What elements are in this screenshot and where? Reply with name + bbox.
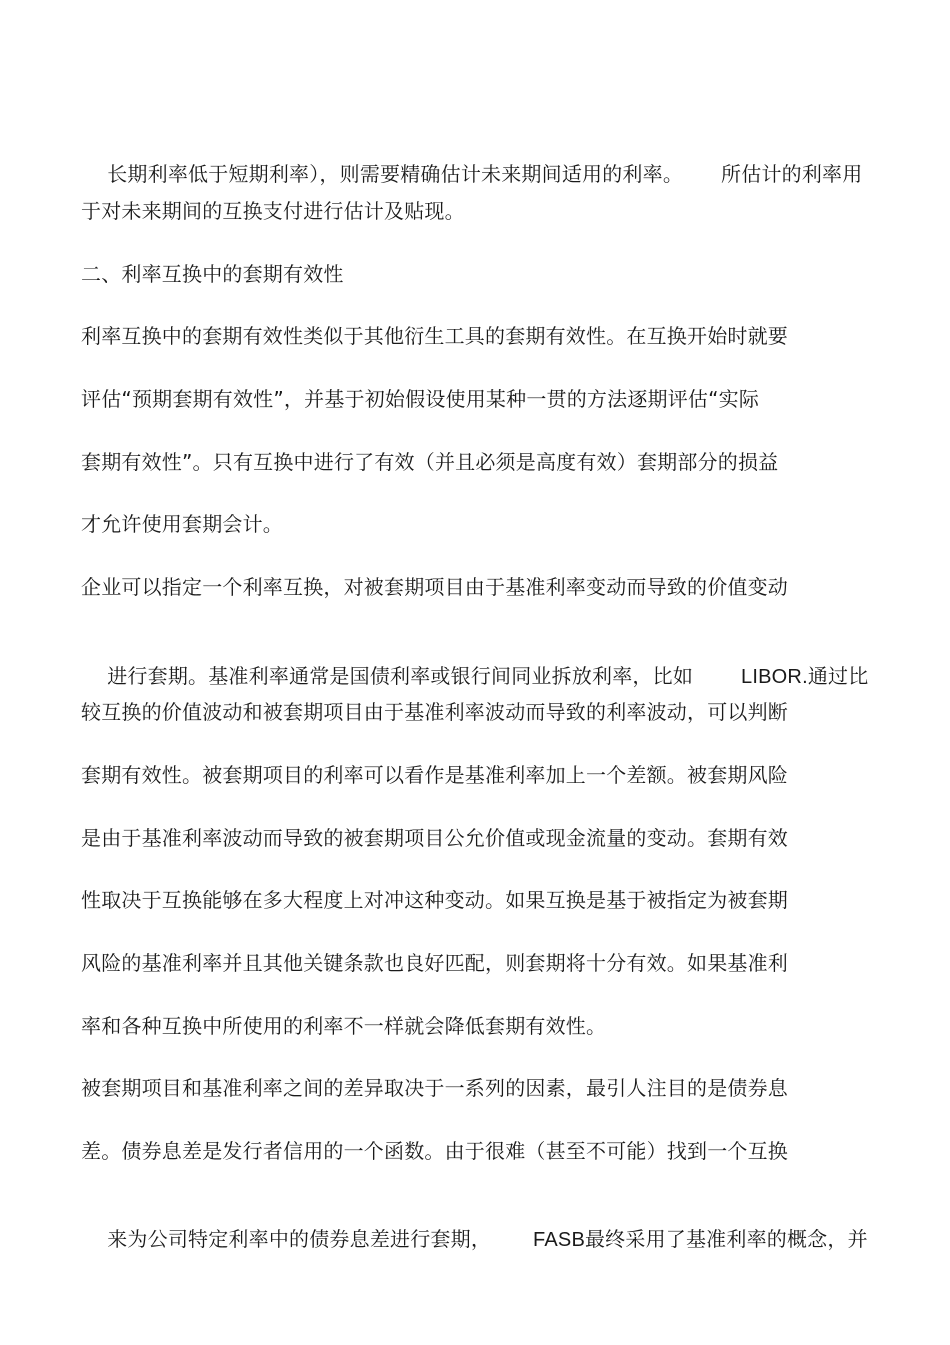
text-line-7: 才允许使用套期会计。 — [81, 512, 283, 536]
text-line-5: 评估“预期套期有效性”，并基于初始假设使用某种一贯的方法逐期评估“实际 — [81, 387, 760, 411]
text-line-2: 于对未来期间的互换支付进行估计及贴现。 — [81, 199, 465, 223]
text-line-16: 被套期项目和基准利率之间的差异取决于一系列的因素，最引人注目的是债券息 — [81, 1076, 788, 1100]
text-line-18 — [81, 1200, 868, 1279]
text-line-8: 企业可以指定一个利率互换，对被套期项目由于基准利率变动而导致的价值变动 — [81, 575, 788, 599]
text-line-9-part-b: 通过比 — [807, 664, 869, 688]
text-line-18-part-b: 最终采用了基准利率的概念，并 — [584, 1227, 868, 1251]
fasb-term: FASB — [533, 1229, 585, 1251]
text-line-9-part-a: 进行套期。基准利率通常是国债利率或银行间同业拆放利率，比如 — [107, 664, 694, 688]
libor-term: LIBOR. — [741, 666, 808, 688]
text-line-12: 是由于基准利率波动而导致的被套期项目公允价值或现金流量的变动。套期有效 — [81, 826, 788, 850]
text-line-1-part-b: 所估计的利率用 — [721, 162, 863, 186]
text-line-14: 风险的基准利率并且其他关键条款也良好匹配，则套期将十分有效。如果基准利 — [81, 951, 788, 975]
text-line-17: 差。债券息差是发行者信用的一个函数。由于很难（甚至不可能）找到一个互换 — [81, 1139, 788, 1163]
text-line-15: 率和各种互换中所使用的利率不一样就会降低套期有效性。 — [81, 1014, 607, 1038]
section-heading: 二、利率互换中的套期有效性 — [81, 262, 344, 286]
text-line-10: 较互换的价值波动和被套期项目由于基准利率波动而导致的利率波动，可以判断 — [81, 700, 788, 724]
text-line-13: 性取决于互换能够在多大程度上对冲这种变动。如果互换是基于被指定为被套期 — [81, 888, 788, 912]
text-line-4: 利率互换中的套期有效性类似于其他衍生工具的套期有效性。在互换开始时就要 — [81, 324, 788, 348]
text-line-11: 套期有效性。被套期项目的利率可以看作是基准利率加上一个差额。被套期风险 — [81, 763, 788, 787]
text-line-18-part-a: 来为公司特定利率中的债券息差进行套期， — [107, 1227, 492, 1251]
text-line-6: 套期有效性”。只有互换中进行了有效（并且必须是高度有效）套期部分的损益 — [81, 450, 779, 474]
text-line-1-part-a: 长期利率低于短期利率），则需要精确估计未来期间适用的利率。 — [107, 162, 684, 186]
